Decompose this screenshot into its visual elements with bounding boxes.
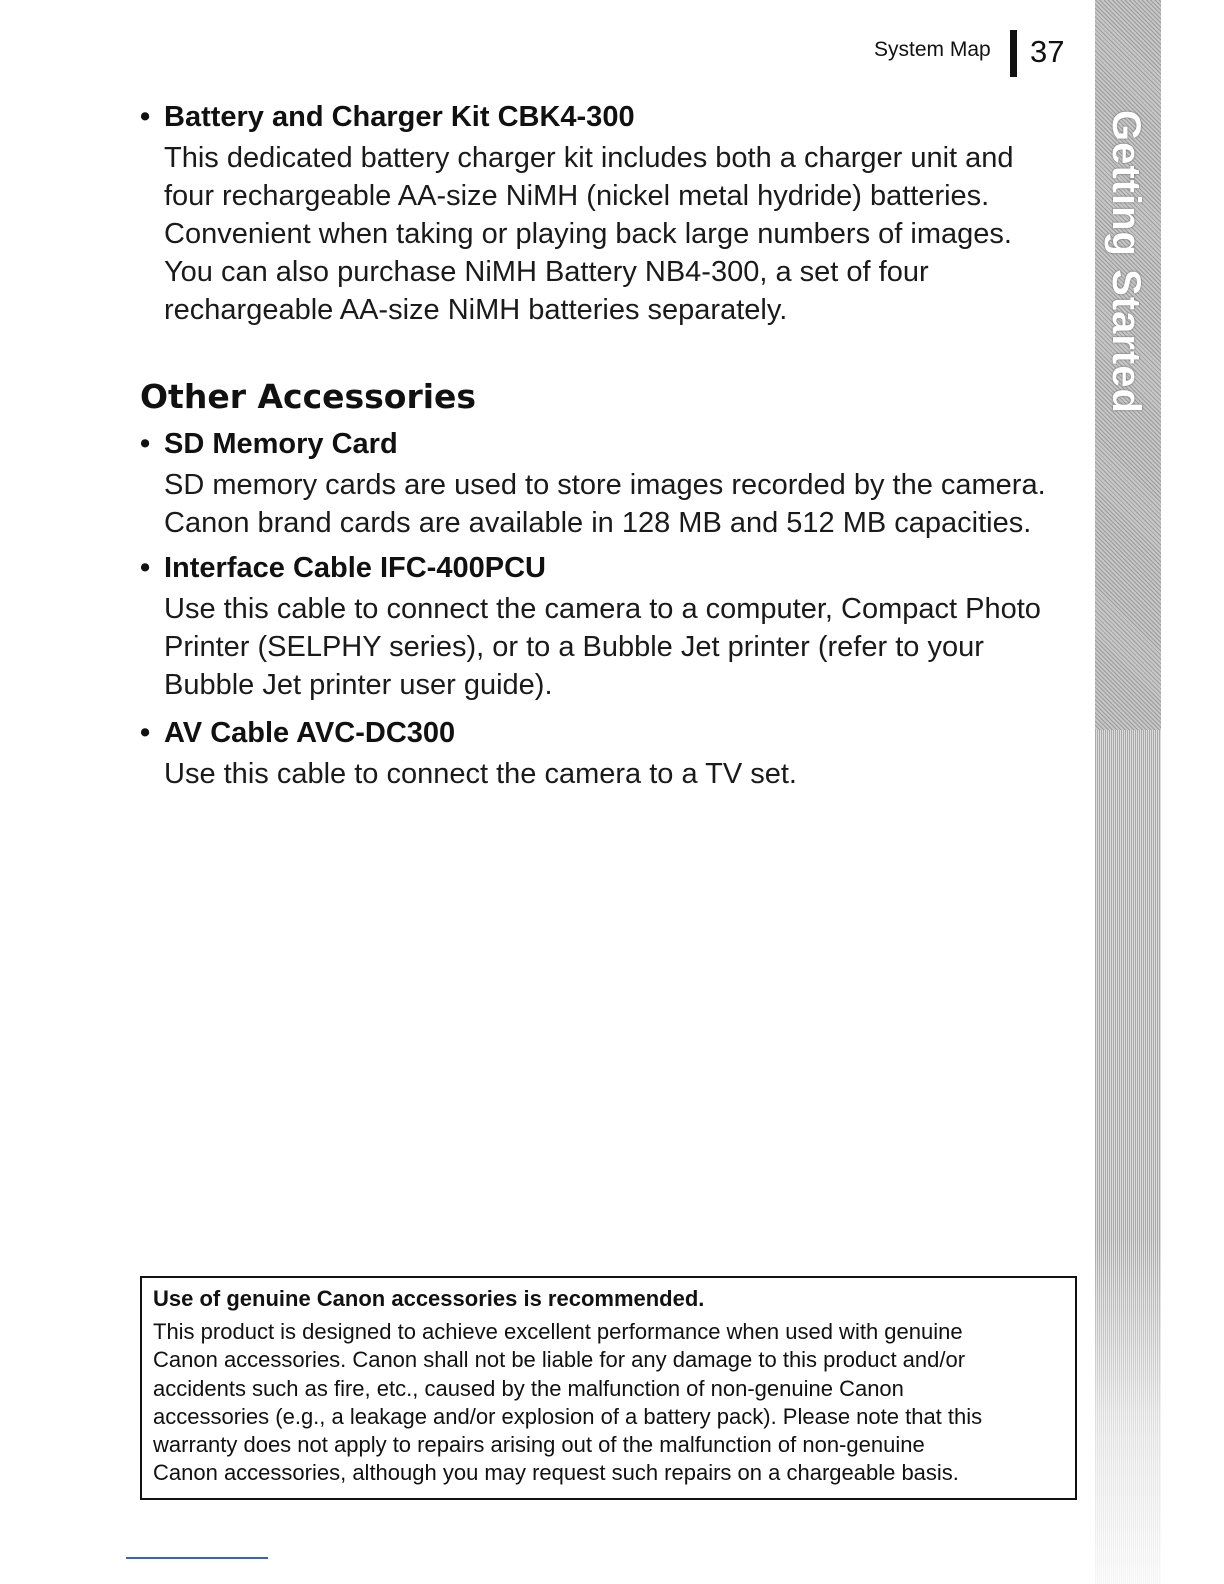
bullet-icon: • (140, 428, 151, 460)
accessory-description (140, 466, 1070, 542)
accessory-description (140, 755, 1070, 793)
text-line: Canon accessories, although you may request such repairs on a chargeable basis. (153, 1460, 959, 1486)
text-line: accidents such as fire, etc., caused by the malfunction of non-genuine Canon (153, 1375, 904, 1401)
text-line: Use this cable to connect the camera to a computer, Compact Photo (164, 593, 1041, 625)
accessory-title (140, 549, 1070, 587)
accessory-description (140, 590, 1070, 704)
side-tab-label: Getting Started (1104, 110, 1148, 414)
accessory-title (140, 714, 1070, 752)
text-line: accessories (e.g., a leakage and/or explosion of a battery pack). Please note that this (153, 1403, 983, 1429)
text-line: Canon accessories. Canon shall not be liable for any damage to this product and/or (153, 1347, 966, 1373)
notice-body (153, 1318, 1065, 1488)
accessory-title (140, 98, 1070, 136)
text-line: four rechargeable AA-size NiMH (nickel metal hydride) batteries. (164, 180, 990, 212)
notice-box (140, 1276, 1077, 1500)
text-line: rechargeable AA-size NiMH batteries separately. (164, 294, 788, 326)
footer-rule (126, 1557, 268, 1559)
text-line: Bubble Jet printer user guide). (164, 669, 553, 701)
accessory-title (140, 425, 1070, 463)
text-line: SD memory cards are used to store images recorded by the camera. (164, 469, 1046, 501)
text-line: This dedicated battery charger kit includes both a charger unit and (164, 142, 1014, 174)
accessory-item-sd-card (140, 425, 1070, 542)
accessory-item-battery-kit (140, 98, 1070, 329)
text-line: warranty does not apply to repairs arising out of the malfunction of non-genuine (153, 1432, 925, 1458)
text-line: This product is designed to achieve excellent performance when used with genuine (153, 1319, 963, 1344)
text-line: Canon brand cards are available in 128 MB and 512 MB capacities. (164, 507, 1032, 539)
text-line: Convenient when taking or playing back large numbers of images. (164, 218, 1012, 250)
accessory-title-text: SD Memory Card (164, 428, 398, 460)
accessory-description (140, 139, 1070, 329)
accessory-item-interface-cable (140, 549, 1070, 704)
main-content (140, 98, 1070, 793)
bullet-icon: • (140, 717, 151, 749)
accessory-title-text: Battery and Charger Kit CBK4-300 (164, 101, 635, 133)
bullet-icon: • (140, 552, 151, 584)
chapter-side-tab[interactable] (1095, 0, 1161, 1584)
section-heading: Other Accessories (140, 377, 477, 416)
section-title: System Map (874, 38, 991, 61)
bullet-icon: • (140, 101, 151, 133)
notice-title: Use of genuine Canon accessories is recommended. (153, 1286, 705, 1311)
accessory-title-text: Interface Cable IFC-400PCU (164, 552, 546, 584)
accessory-item-av-cable (140, 714, 1070, 793)
text-line: You can also purchase NiMH Battery NB4-300, a set of four (164, 256, 929, 288)
text-line: Use this cable to connect the camera to a TV set. (164, 758, 797, 790)
text-line: Printer (SELPHY series), or to a Bubble Jet printer (refer to your (164, 631, 984, 663)
page-number: 37 (1030, 34, 1065, 69)
header-divider (1010, 30, 1017, 77)
accessory-title-text: AV Cable AVC-DC300 (164, 717, 456, 749)
